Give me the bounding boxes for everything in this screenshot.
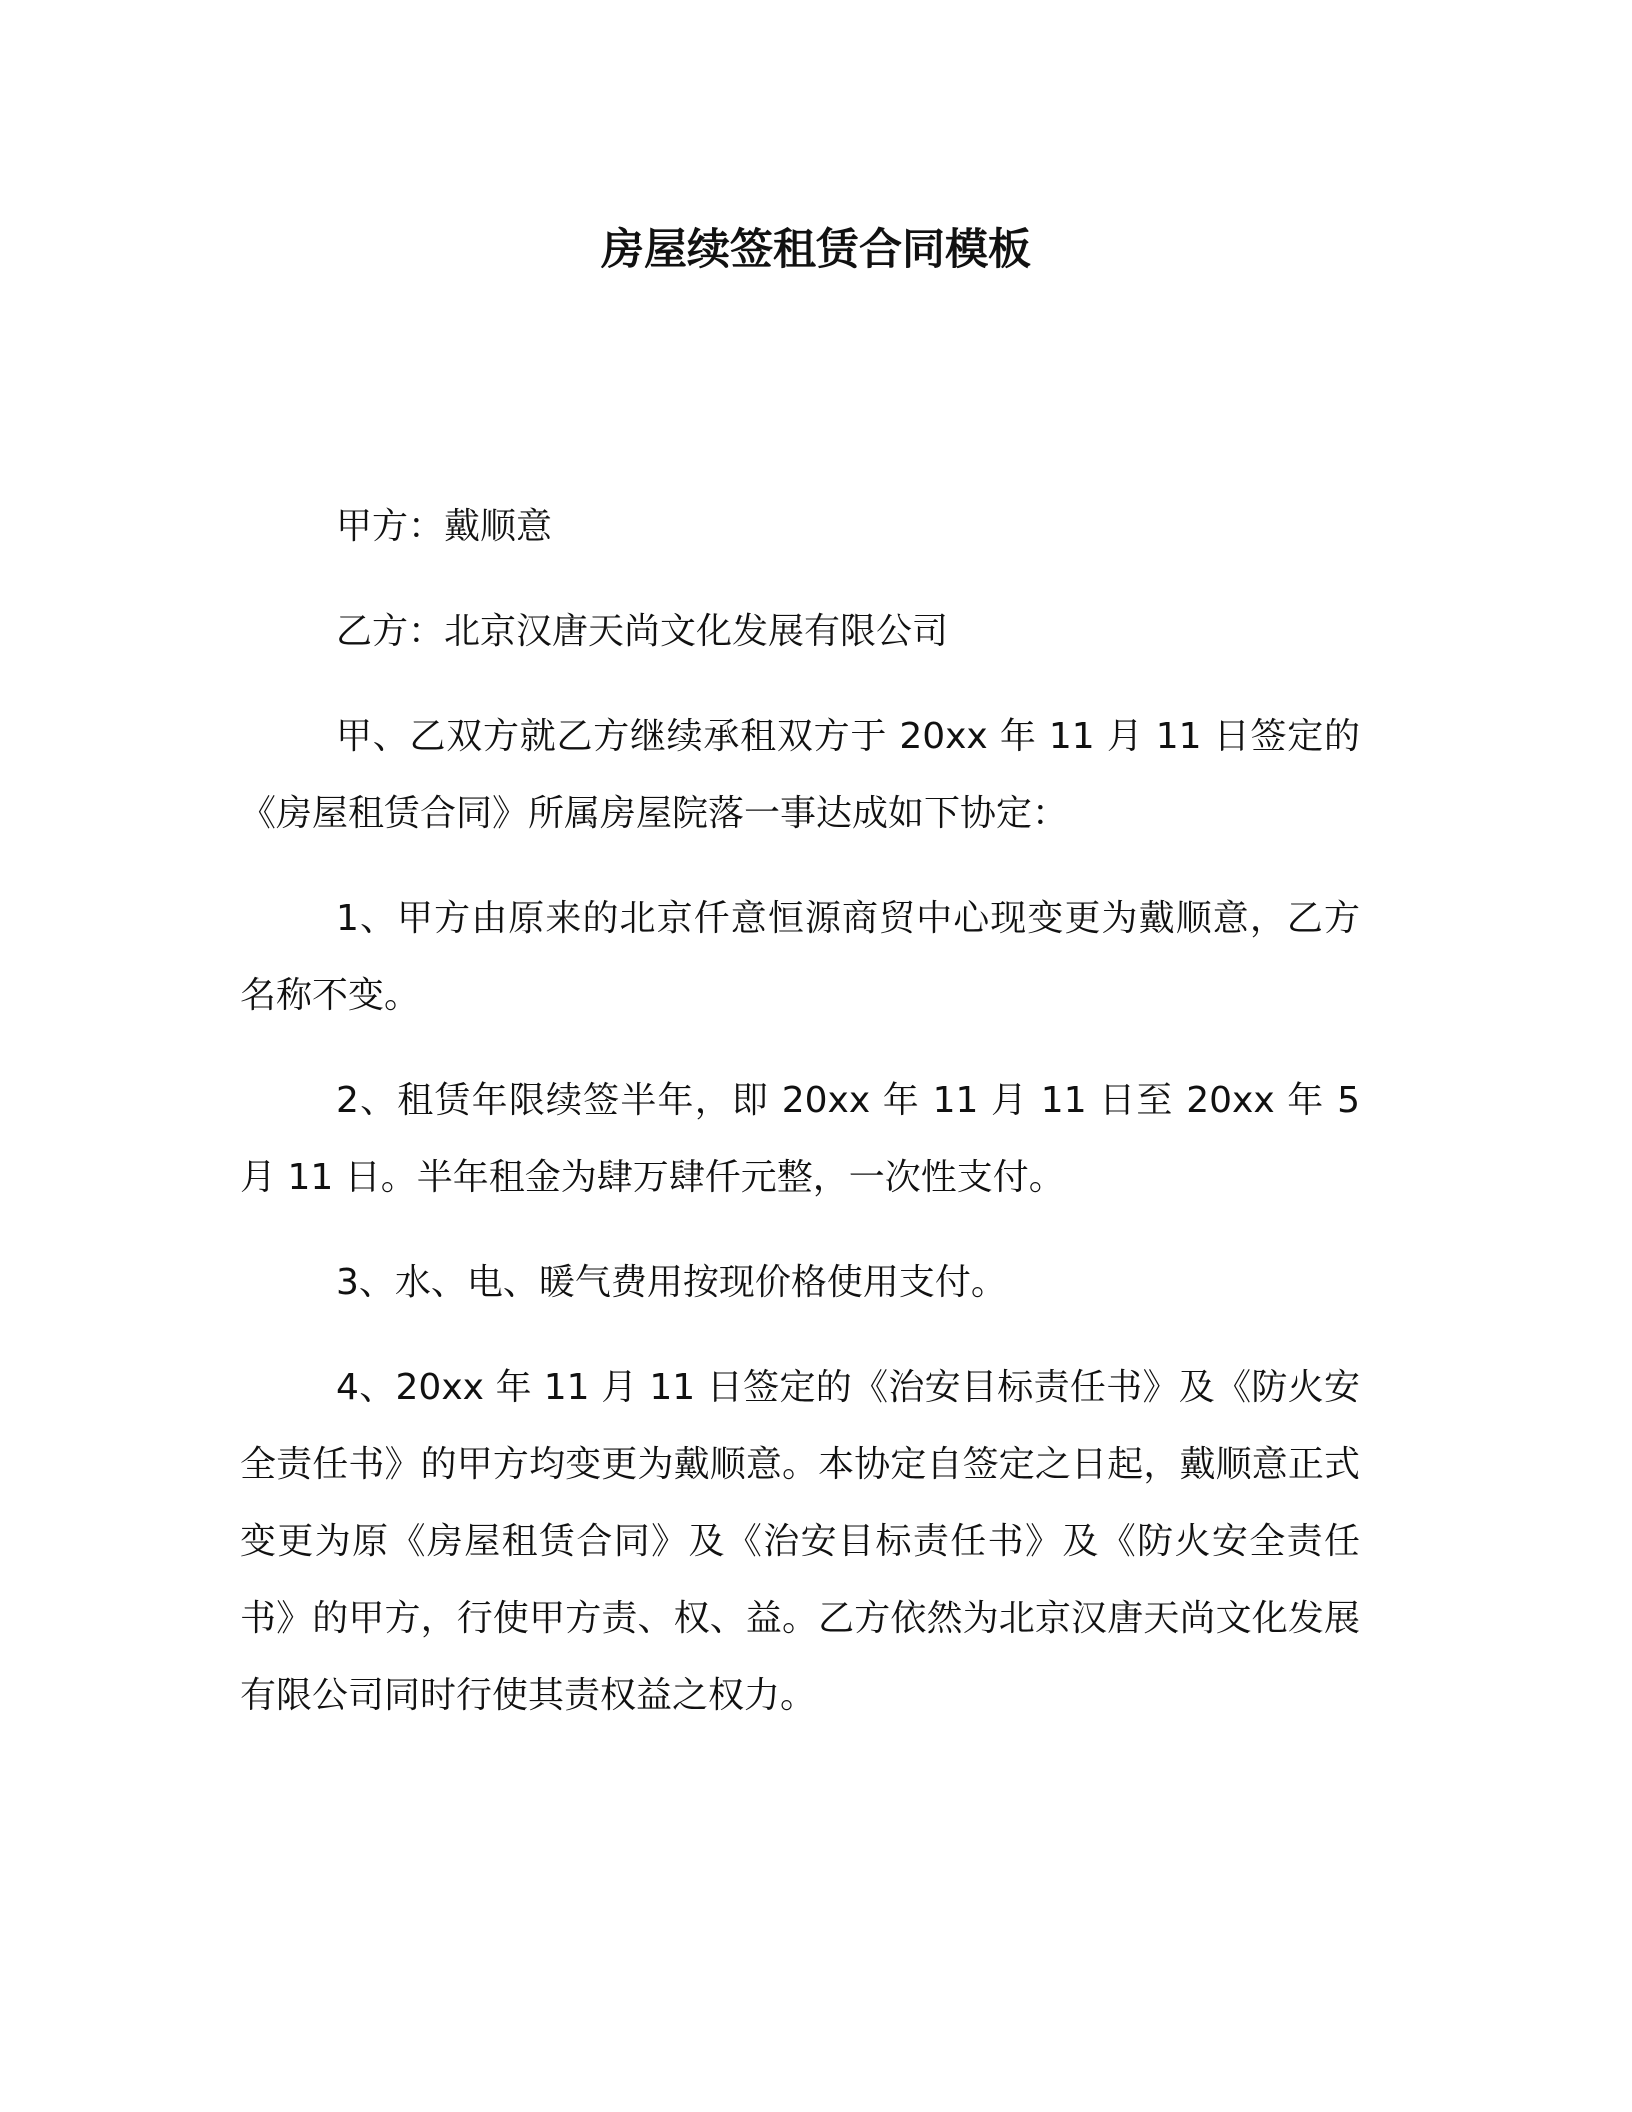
clause-4: 4、20xx 年 11 月 11 日签定的《治安目标责任书》及《防火安全责任书》的甲方均变更为戴顺意。本协定自签定之日起，戴顺意正式变更为原《房屋租赁合同》及《治安目标责任书》及《防火安全责任书》的甲方，行使甲方责、权、益。乙方依然为北京汉唐天尚文化发展有限公司同时行使其责权益之权力。: [240, 1367, 1360, 1716]
intro-paragraph: 甲、乙双方就乙方继续承租双方于 20xx 年 11 月 11 日签定的《房屋租赁合同》所属房屋院落一事达成如下协定：: [240, 716, 1360, 834]
clause-3: 3、水、电、暖气费用按现价格使用支付。: [336, 1262, 1007, 1303]
party-b-line: 乙方：北京汉唐天尚文化发展有限公司: [336, 611, 949, 652]
clause-2: 2、租赁年限续签半年，即 20xx 年 11 月 11 日至 20xx 年 5 月 11 日。半年租金为肆万肆仟元整，一次性支付。: [240, 1080, 1360, 1198]
document-title: 房屋续签租赁合同模板: [601, 225, 1031, 275]
party-a-line: 甲方：戴顺意: [336, 506, 553, 547]
clause-1: 1、甲方由原来的北京仟意恒源商贸中心现变更为戴顺意，乙方名称不变。: [240, 898, 1360, 1016]
document-body: [240, 488, 1360, 1762]
